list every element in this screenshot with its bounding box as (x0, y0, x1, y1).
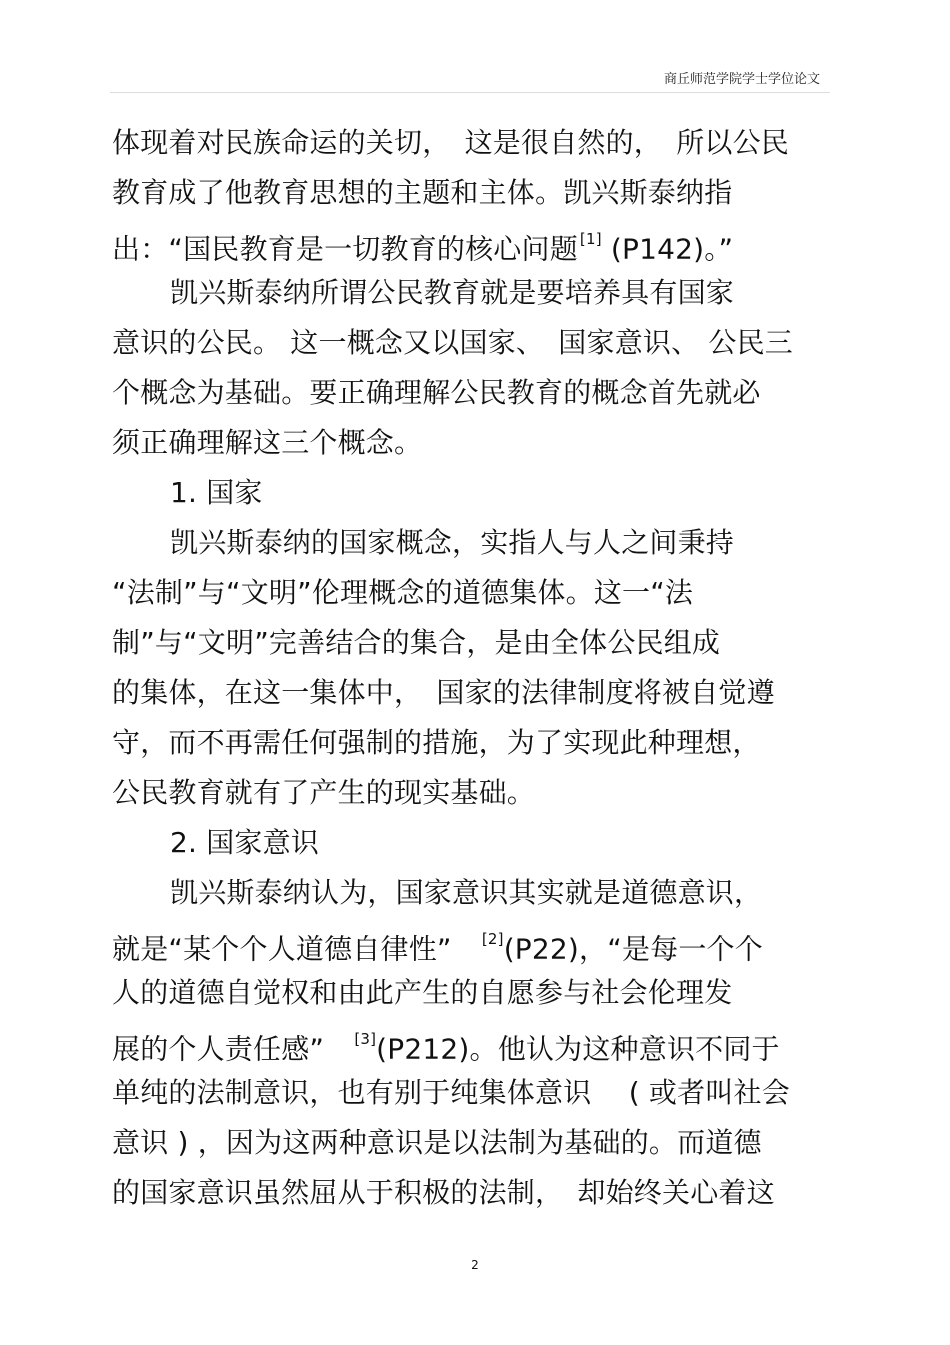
text-line: 凯兴斯泰纳所谓公民教育就是要培养具有国家 (170, 276, 735, 309)
page-header: 商丘师范学院学士学位论文 (663, 72, 820, 87)
text-line: 守，而不再需任何强制的措施，为了实现此种理想， (112, 726, 761, 759)
text-line: 制”与“文明”完善结合的集合，是由全体公民组成 (112, 626, 721, 659)
text-line: 个概念为基础。要正确理解公民教育的概念首先就必 (112, 376, 761, 409)
text-line: 公民教育就有了产生的现实基础。 (112, 776, 536, 809)
text-line: 体现着对民族命运的关切， 这是很自然的， 所以公民 (112, 126, 790, 159)
text-line: “法制”与“文明”伦理概念的道德集体。这一“法 (112, 576, 694, 609)
text-line: 凯兴斯泰纳的国家概念，实指人与人之间秉持 (170, 526, 735, 559)
text-line: 须正确理解这三个概念。 (112, 426, 423, 459)
text-line: 教育成了他教育思想的主题和主体。凯兴斯泰纳指 (112, 176, 733, 209)
text-line: 出：“国民教育是一切教育的核心问题 [1] (P142)。” (112, 230, 734, 266)
section-heading: 1. 国家 (170, 476, 263, 509)
text-line: 凯兴斯泰纳认为，国家意识其实就是道德意识， (170, 876, 763, 909)
text-line: 人的道德自觉权和由此产生的自愿参与社会伦理发 (112, 976, 733, 1009)
body-text (112, 118, 832, 1218)
section-heading: 2. 国家意识 (170, 826, 320, 859)
text-line: 的国家意识虽然屈从于积极的法制， 却始终关心着这 (112, 1176, 775, 1209)
text-line: 单纯的法制意识，也有别于纯集体意识 ( 或者叫社会 (112, 1076, 790, 1109)
citation-ref: [1] (579, 230, 602, 248)
text-line: 展的个人责任感” [3](P212)。他认为这种意识不同于 (112, 1030, 780, 1066)
text-line: 就是“某个个人道德自律性” [2](P22)，“是每一个个 (112, 930, 763, 966)
citation-ref: [2] (481, 930, 504, 948)
text-line: 意识 ) ，因为这两种意识是以法制为基础的。而道德 (112, 1126, 762, 1159)
text-line: 的集体，在这一集体中， 国家的法律制度将被自觉遵 (112, 676, 775, 709)
citation-ref: [3] (354, 1030, 377, 1048)
header-rule (110, 92, 830, 93)
page-number: 2 (471, 1258, 479, 1272)
text-line: 意识的公民。 这一概念又以国家、 国家意识、 公民三 (112, 326, 794, 359)
